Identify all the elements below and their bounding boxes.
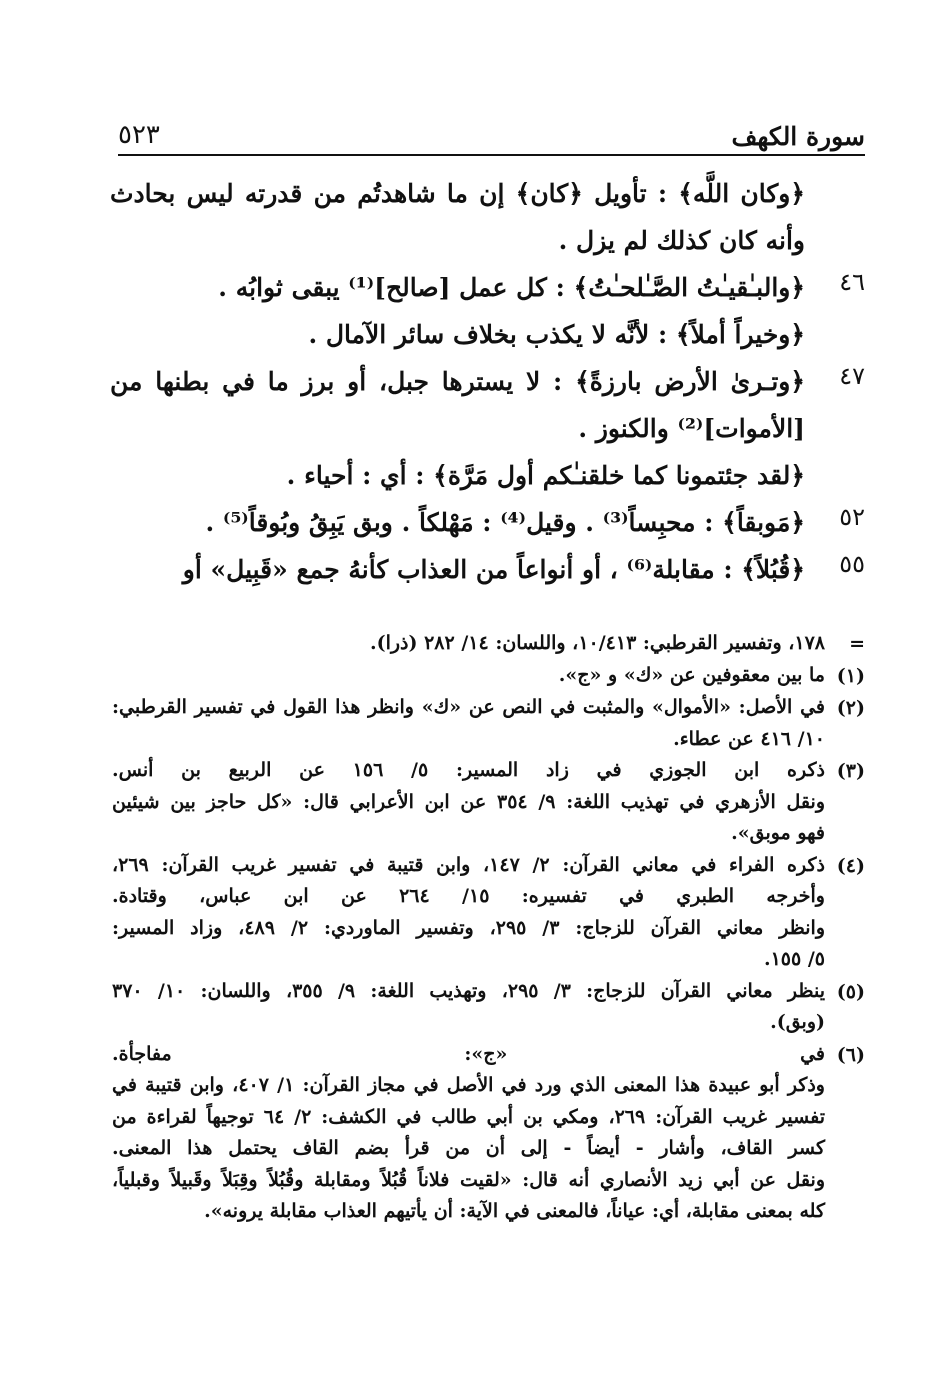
footnote-line: تفسير غريب القرآن: ٢٦٩، ومكي بن أبي طالب في الكشف: ٢/ ٦٤ توجيهاً لقراءة من <box>112 1105 825 1128</box>
entry-text <box>110 264 805 311</box>
page-number: ٥٢٣ <box>118 120 160 150</box>
verse-number: ٥٢ <box>839 503 865 531</box>
commentary-entry <box>110 546 865 593</box>
commentary-entry <box>110 499 865 546</box>
footnote-text <box>112 628 825 660</box>
page-header <box>118 118 865 154</box>
commentary-entry <box>110 452 865 499</box>
verse-number: ٤٦ <box>839 268 865 296</box>
footnote-text <box>112 755 825 850</box>
text-line: [الأموات]⁽²⁾ والكنوز . <box>578 414 805 443</box>
text-line: ﴿لقد جئتمونا كما خلقنـٰكم أول مَرَّة﴾ : أي : أحياء . <box>286 461 805 490</box>
footnote <box>112 976 865 1039</box>
footnote-line: وذكر أبو عبيدة هذا المعنى الذي ورد في الأصل في مجاز القرآن: ١/ ٤٠٧، وابن قتيبة في <box>112 1074 825 1096</box>
footnote-line: ينظر معاني القرآن للزجاج: ٣/ ٢٩٥، وتهذيب اللغة: ٩/ ٣٥٥، واللسان: ١٠/ ٣٧٠ <box>112 979 825 1002</box>
footnote-line: ونقل عن أبي زيد الأنصاري أنه قال: «لقيت فلاناً قُبُلاً ومقابلة وقُبُلاً وقِبَلاً وقَبيلاً وقبلياً، <box>112 1168 825 1191</box>
entry-text <box>110 452 805 499</box>
running-title: سورة الكهف <box>731 122 865 151</box>
verse-number <box>805 170 865 264</box>
footnote-line: ١٠/ ٤١٦ عن عطاء. <box>673 727 825 750</box>
footnote-number: (٢) <box>836 697 865 719</box>
footnote-line: (وبق). <box>770 1011 825 1033</box>
footnote-line: ١٧٨، وتفسير القرطبي: ١٠/٤١٣، واللسان: ١٤/ ٢٨٢ (ذرا). <box>369 632 825 654</box>
entry-text <box>110 358 805 452</box>
text-line: ﴿وتـرىٰ الأرض بارزةً﴾ : لا يسترها جبل، أو برز ما في بطنها من <box>110 367 805 396</box>
footnote-number: (٤) <box>836 854 865 877</box>
footnote-number: (٦) <box>836 1043 865 1066</box>
footnote-line: ذكره الفراء في معاني القرآن: ٢/ ١٤٧، وابن قتيبة في تفسير غريب القرآن: ٢٦٩، <box>112 853 825 876</box>
commentary-entry <box>110 358 865 452</box>
text-line: ﴿قُبُلاً﴾ : مقابلة⁽⁶⁾ ، أو أنواعاً من العذاب كأنهُ جمع «قَبِيل» أو <box>182 555 805 584</box>
footnotes <box>112 628 865 1228</box>
footnote-text <box>112 660 825 692</box>
verse-number: ٤٧ <box>839 362 865 390</box>
footnote-number: (١) <box>836 665 865 687</box>
commentary-entry <box>110 311 865 358</box>
footnote-line: في «ج»: مفاجأة. <box>112 1042 825 1065</box>
footnote-text <box>112 1039 825 1228</box>
footnote-line: في الأصل: «الأموال» والمثبت في النص عن «ك» وانظر هذا القول في تفسير القرطبي: <box>112 696 825 718</box>
entry-text <box>110 170 805 264</box>
text-line: وأنه كان كذلك لم يزل . <box>558 226 805 255</box>
footnote-text <box>112 850 825 976</box>
footnote-text <box>112 692 825 755</box>
verse-number: ٥٥ <box>839 550 865 578</box>
footnote <box>112 850 865 976</box>
entry-text <box>110 546 805 593</box>
commentary-entry <box>110 170 865 264</box>
footnote-line: ٥/ ١٥٥. <box>763 948 825 970</box>
commentary-entry <box>110 264 865 311</box>
text-line: ﴿مَوبقاً﴾ : محبِساً⁽³⁾ . وقيل⁽⁴⁾ : مَهْلكاً . وبق يَبِقُ وبُوقاً⁽⁵⁾ . <box>205 508 805 537</box>
footnote-line: وانظر معاني القرآن للزجاج: ٣/ ٢٩٥، وتفسير الماوردي: ٢/ ٤٨٩، وزاد المسير: <box>112 916 825 939</box>
footnote-line: ما بين معقوفين عن «ك» و «ج». <box>558 664 825 686</box>
footnote-line: فهو موبق». <box>731 822 825 844</box>
footnote <box>112 660 865 692</box>
footnote-number: (٣) <box>836 760 865 782</box>
footnote-line: كله بمعنى مقابلة، أي: عياناً، فالمعنى في الآية: أن يأتيهم العذاب مقابلة يرونه». <box>204 1200 825 1222</box>
footnote-text <box>112 976 825 1039</box>
header-rule <box>118 154 865 156</box>
footnote-number: = <box>849 633 865 655</box>
footnote <box>112 628 865 660</box>
footnote-number: (٥) <box>836 980 865 1003</box>
footnote <box>112 692 865 755</box>
verse-number <box>805 311 865 358</box>
verse-number <box>805 452 865 499</box>
text-line: ﴿وخيراً أملاً﴾ : لأنَّه لا يكذب بخلاف سائر الآمال . <box>308 320 805 349</box>
entry-text <box>110 311 805 358</box>
footnote <box>112 755 865 850</box>
commentary-entries <box>110 170 865 593</box>
text-line: ﴿وكان اللَّه﴾ : تأويل ﴿كان﴾ إن ما شاهدتُم من قدرته ليس بحادث <box>110 179 805 208</box>
entry-text <box>110 499 805 546</box>
footnote-line: وأخرجه الطبري في تفسيره: ١٥/ ٢٦٤ عن ابن عباس، وقتادة. <box>112 885 825 907</box>
footnote-line: ذكره ابن الجوزي في زاد المسير: ٥/ ١٥٦ عن الربيع بن أنس. <box>112 759 825 781</box>
footnote-line: كسر القاف، وأشار - أيضاً - إلى أن من قرأ بضم القاف يحتمل هذا المعنى. <box>112 1137 825 1159</box>
text-line: ﴿والبـٰقيـٰتُ الصَّـٰلحـٰتُ﴾ : كل عمل [صالح]⁽¹⁾ يبقى ثوابُه . <box>218 273 805 302</box>
footnote <box>112 1039 865 1228</box>
footnote-line: ونقل الأزهري في تهذيب اللغة: ٩/ ٣٥٤ عن ابن الأعرابي قال: «كل حاجز بين شيئين <box>112 790 825 813</box>
